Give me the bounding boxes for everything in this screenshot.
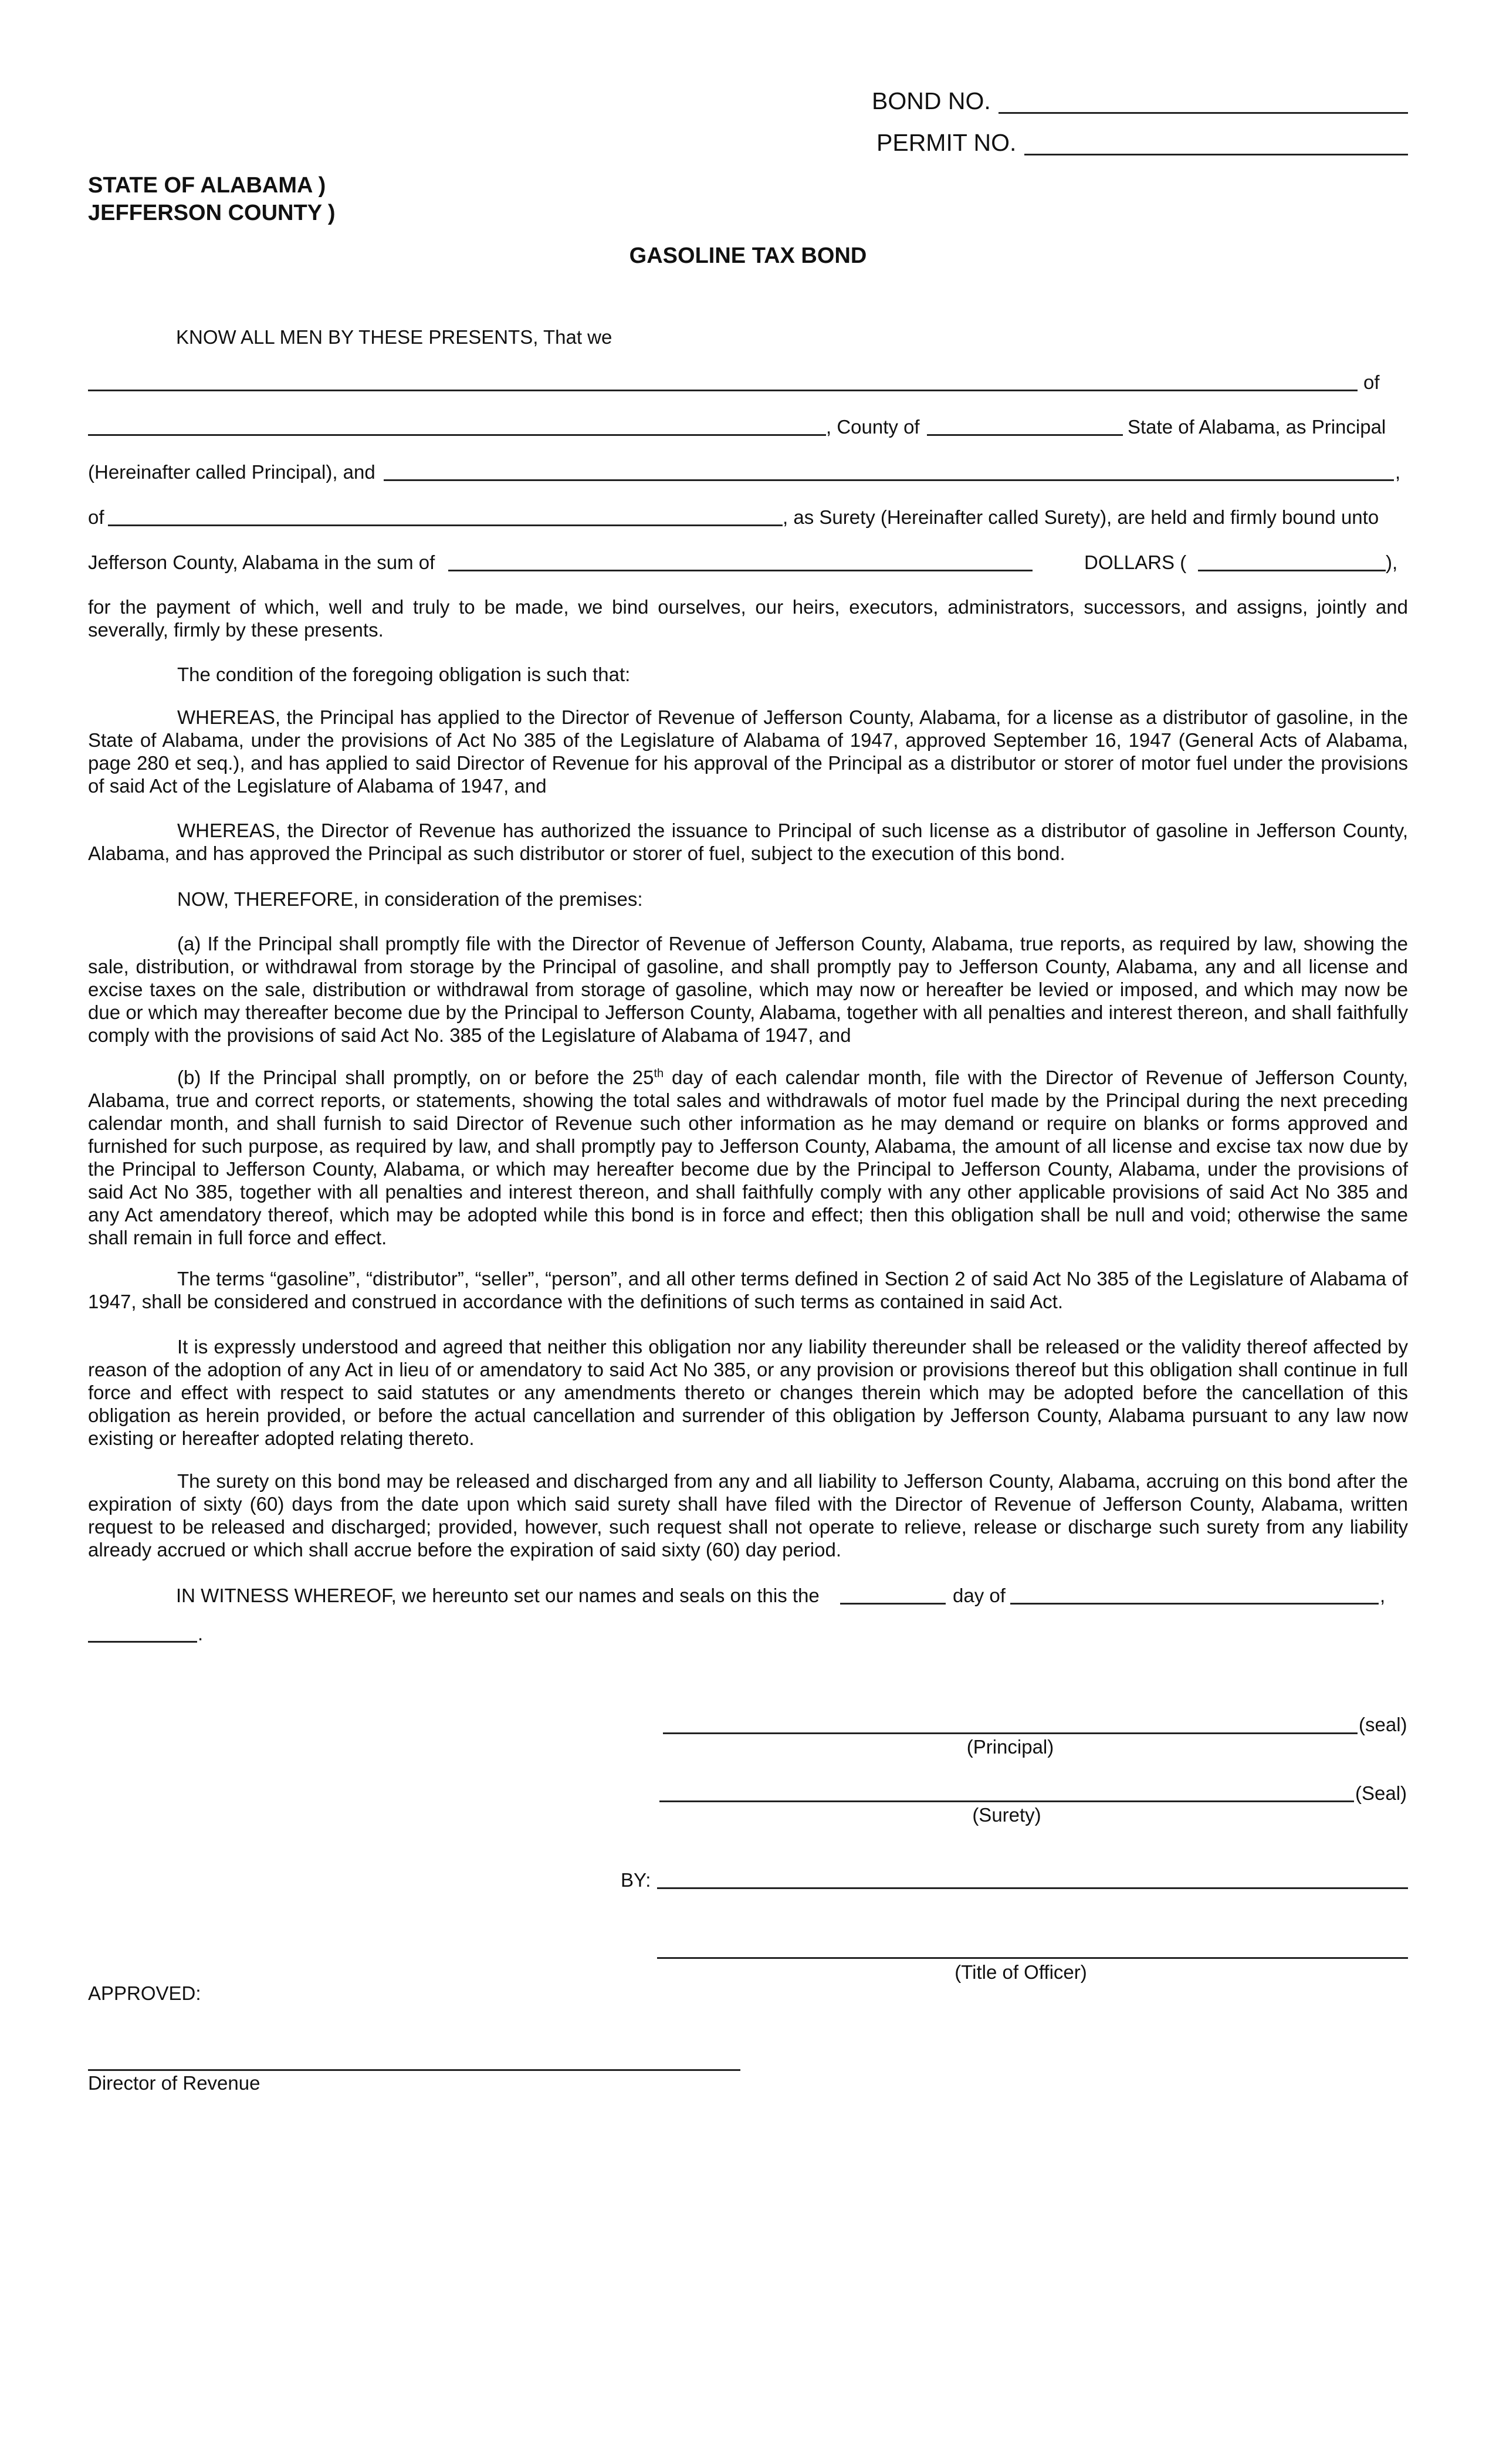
as-surety-label: , as Surety (Hereinafter called Surety), are held and firmly bound unto (783, 506, 1379, 528)
witness-comma: , (1380, 1585, 1386, 1606)
surety-name-field[interactable] (384, 479, 1394, 481)
condition-line: The condition of the foregoing obligation is such that: (177, 664, 631, 685)
bond-no-field[interactable] (999, 112, 1408, 114)
document-title: GASOLINE TAX BOND (629, 243, 867, 268)
surety-address-field[interactable] (108, 524, 783, 526)
paragraph-b (88, 1066, 1408, 1249)
state-principal-label: State of Alabama, as Principal (1128, 416, 1386, 438)
by-label: BY: (621, 1869, 651, 1891)
permit-no-field[interactable] (1024, 154, 1408, 155)
sum-figures-field[interactable] (1198, 570, 1386, 571)
state-line: STATE OF ALABAMA ) (88, 173, 326, 198)
day-of-label: day of (953, 1585, 1006, 1606)
of-prefix-label: of (88, 506, 104, 528)
by-signature-field[interactable] (657, 1887, 1408, 1889)
bond-no-label: BOND NO. (872, 87, 991, 114)
witness-month-field[interactable] (1010, 1603, 1379, 1605)
permit-no-label: PERMIT NO. (876, 129, 1017, 156)
principal-name-field[interactable] (88, 390, 1358, 391)
surety-seal-label: (Seal) (1355, 1782, 1407, 1804)
director-label: Director of Revenue (88, 2072, 260, 2094)
principal-signature-field[interactable] (663, 1732, 1358, 1734)
whereas-paragraph-1: WHEREAS, the Principal has applied to the Director of Revenue of Jefferson County, Alabama, for a license as a distributor of gasoline, in the State of Alabama, under the provisions of Act No 385 of the Legislature of Alabama of 1947, approved September 16, 1947 (General Acts of Alabama, page 280 et seq.), and has applied to said Director of Revenue for his approval of the Principal as a distributor or storer of motor fuel under the provisions of said Act of the Legislature of Alabama of 1947, and (88, 706, 1408, 797)
hereinafter-principal-label: (Hereinafter called Principal), and (88, 461, 375, 483)
dollars-label: DOLLARS ( (1084, 551, 1187, 573)
surety-signature-field[interactable] (659, 1800, 1354, 1802)
dollars-close: ), (1386, 551, 1398, 573)
surety-label: (Surety) (972, 1804, 1041, 1826)
paragraph-b-start: (b) If the Principal shall promptly, on or before the 25 (177, 1067, 654, 1088)
terms-paragraph: The terms “gasoline”, “distributor”, “seller”, “person”, and all other terms defined in Section 2 of said Act No 385 of the Legislature of Alabama of 1947, shall be considered and construed in accordance with the definitions of such terms as contained in said Act. (88, 1268, 1408, 1312)
now-therefore-line: NOW, THEREFORE, in consideration of the premises: (177, 888, 643, 910)
paragraph-a: (a) If the Principal shall promptly file with the Director of Revenue of Jefferson County, Alabama, true reports, as required by law, showing the sale, distribution, or withdrawal from storage by the Principal of gasoline, and shall promptly pay to Jefferson County, Alabama, any and all license and excise taxes on the sale, distribution or withdrawal from storage of gasoline, which may now or hereafter be levied or imposed, and which may now be due or which may thereafter become due by the Principal to Jefferson County, Alabama, together with all penalties and interest thereon, and shall faithfully comply with the provisions of said Act No. 385 of the Legislature of Alabama of 1947, and (88, 933, 1408, 1046)
county-field[interactable] (927, 434, 1123, 436)
whereas-paragraph-2: WHEREAS, the Director of Revenue has authorized the issuance to Principal of such license as a distributor of gasoline in Jefferson County, Alabama, and has approved the Principal as such distributor or storer of fuel, subject to the execution of this bond. (88, 820, 1408, 864)
county-of-label: , County of (826, 416, 920, 438)
officer-title-field[interactable] (657, 1957, 1408, 1959)
paragraph-b-rest: day of each calendar month, file with the Director of Revenue of Jefferson County, Alabama, true and correct reports, or statements, showing the total sales and withdrawals of motor fuel made by the Principal during the next preceding calendar month, and shall furnish to said Director of Revenue such other information as he may demand or require on blanks or forms approved and furnished for such purpose, as required by law, and shall promptly pay to Jefferson County, Alabama, the amount of all license and excise tax now due by the Principal to Jefferson County, Alabama, or which may hereafter become due by the Principal to Jefferson County, Alabama, under the provisions of said Act No 385, together with all penalties and interest thereon, and shall faithfully comply with any other applicable provisions of said Act No 385 and any Act amendatory thereof, which may be adopted while this bond is in force and effect; then this obligation shall be null and void; otherwise the same shall remain in full force and effect. (88, 1067, 1408, 1248)
know-all-text: KNOW ALL MEN BY THESE PRESENTS, That we (176, 326, 612, 348)
principal-seal-label: (seal) (1359, 1714, 1407, 1735)
witness-day-field[interactable] (840, 1603, 946, 1605)
surety-release-paragraph: The surety on this bond may be released and discharged from any and all liability to Jefferson County, Alabama, accruing on this bond after the expiration of sixty (60) days from the date upon which said surety shall have filed with the Director of Revenue of Jefferson County, Alabama, written request to be released and discharged; provided, however, such request shall not operate to relieve, release or discharge such surety from any liability already accrued or which shall accrue before the expiration of said sixty (60) day period. (88, 1470, 1408, 1561)
sum-of-label: Jefferson County, Alabama in the sum of (88, 551, 435, 573)
of-label: of (1363, 371, 1380, 393)
witness-text: IN WITNESS WHEREOF, we hereunto set our names and seals on this the (176, 1585, 820, 1606)
county-line: JEFFERSON COUNTY ) (88, 201, 336, 225)
trailing-comma: , (1395, 461, 1401, 483)
expressly-paragraph: It is expressly understood and agreed that neither this obligation nor any liability thereunder shall be released or the validity thereof affected by reason of the adoption of any Act in lieu of or amendatory to said Act No 385, or any provision or provisions thereof but this obligation shall continue in full force and effect with respect to said statutes or any amendments thereto or changes therein which may be adopted before the cancellation of this obligation as herein provided, or before the actual cancellation and surrender of this obligation by Jefferson County, Alabama pursuant to any law now existing or hereafter adopted relating thereto. (88, 1336, 1408, 1449)
principal-label: (Principal) (966, 1736, 1054, 1758)
title-of-officer-label: (Title of Officer) (955, 1961, 1087, 1983)
witness-year-field[interactable] (88, 1641, 197, 1643)
sum-words-field[interactable] (448, 570, 1033, 571)
approved-label: APPROVED: (88, 1982, 201, 2004)
payment-paragraph: for the payment of which, well and truly to be made, we bind ourselves, our heirs, executors, administrators, successors, and assigns, jointly and severally, firmly by these presents. (88, 596, 1408, 641)
witness-period: . (198, 1623, 204, 1644)
principal-address-field[interactable] (88, 434, 826, 436)
director-signature-field[interactable] (88, 2069, 740, 2071)
paragraph-b-superscript: th (654, 1067, 664, 1080)
